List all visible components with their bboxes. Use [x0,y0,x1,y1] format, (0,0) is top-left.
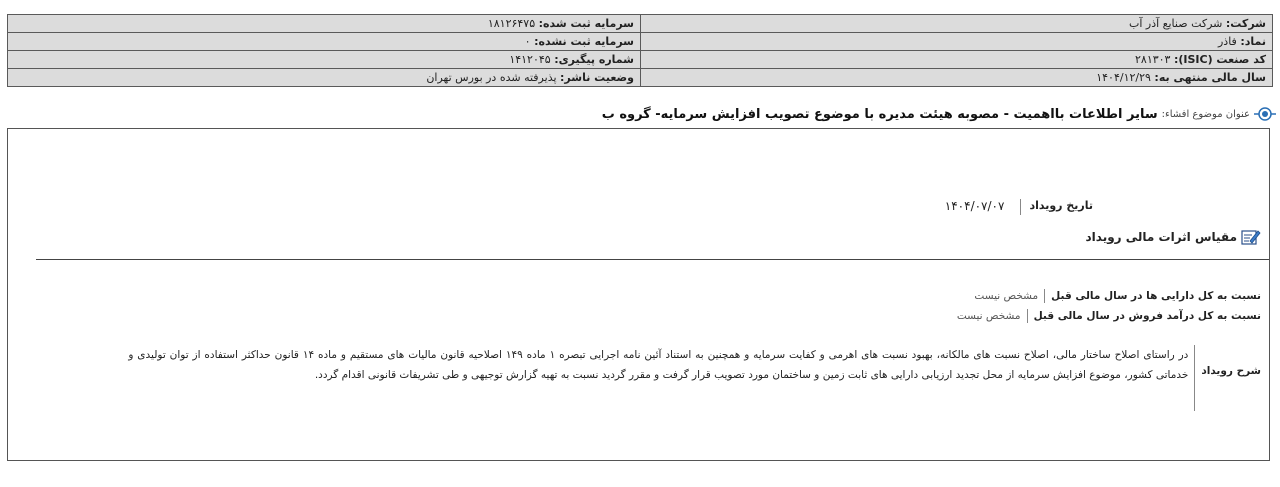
event-date-row [945,199,1093,215]
edit-note-icon [1241,228,1261,246]
info-row [8,51,1273,69]
assets-ratio-label: نسبت به کل دارایی ها در سال مالی قبل [1051,290,1261,302]
section-divider [36,259,1269,260]
company-label: شرکت: [1225,17,1266,30]
financial-impact-section-header [1086,228,1261,246]
publisher-status-label: وضعیت ناشر: [560,71,634,84]
event-description-row [111,345,1261,411]
info-row [8,15,1273,33]
publisher-status-value: پذیرفته شده در بورس تهران [426,71,557,84]
info-row [8,69,1273,87]
divider [1027,309,1028,323]
description-text: در راستای اصلاح ساختار مالی، اصلاح نسبت های مالکانه، بهبود نسبت های اهرمی و کفایت سرمایه و همچنین به استناد آئین نامه اجرایی تبصره ۱ ماده ۱۴۹ اصلاحیه قانون مالیات های مستقیم و ماده ۱۴ قانون حداکثر استفاده از توان تولیدی و خدماتی کشور، موضوع افزایش سرمایه از محل تجدید ارزیابی دارایی های ثابت زمین و ساختمان مورد تصویب قرار گرفت و مقرر گردید نسبت به تهیه گزارش توجیهی و طی تشریفات قانونی اقدام گردد. [128,349,1189,381]
event-date-value: ۱۴۰۴/۰۷/۰۷ [944,199,1005,213]
event-date-label: تاریخ رویداد [1029,199,1093,212]
revenue-ratio-value: مشخص نیست [956,310,1021,322]
fiscal-year-cell [641,69,1273,87]
symbol-value: فاذر [1217,35,1237,48]
revenue-ratio-label: نسبت به کل درآمد فروش در سال مالی قبل [1033,310,1261,322]
fiscal-year-value: ۱۴۰۴/۱۲/۲۹ [1096,71,1151,84]
registered-capital-value: ۱۸۱۲۶۴۷۵ [487,17,536,30]
unregistered-capital-label: سرمایه ثبت نشده: [534,35,634,48]
divider [1044,289,1045,303]
isic-cell [641,51,1273,69]
fiscal-year-label: سال مالی منتهی به: [1154,71,1266,84]
assets-ratio-row [974,289,1261,303]
disclosure-subject [376,103,1276,125]
event-details-panel [7,128,1270,461]
unregistered-capital-value: ۰ [524,35,531,48]
isic-label: کد صنعت (ISIC): [1173,53,1266,66]
publisher-status-cell [8,69,641,87]
bullet-circle-icon [1254,103,1276,125]
divider [1194,345,1195,411]
company-value: شرکت صنایع آذر آب [1128,17,1223,30]
section-title: مقیاس اثرات مالی رویداد [1085,230,1237,244]
description-label: شرح رویداد [1201,365,1261,377]
registered-capital-label: سرمایه ثبت شده: [538,17,634,30]
registered-capital-cell [8,15,641,33]
divider [1020,199,1021,215]
tracking-value: ۱۴۱۲۰۴۵ [509,53,551,66]
unregistered-capital-cell [8,33,641,51]
revenue-ratio-row [957,309,1261,323]
assets-ratio-value: مشخص نیست [974,290,1039,302]
info-row [8,33,1273,51]
subject-label: عنوان موضوع افشاء: [1161,108,1250,120]
tracking-label: شماره پیگیری: [554,53,634,66]
company-info-table [7,14,1273,87]
subject-title: سایر اطلاعات بااهمیت - مصوبه هیئت مدیره با موضوع تصویب افزایش سرمایه- گروه ب [601,106,1158,122]
company-cell [641,15,1273,33]
symbol-cell [641,33,1273,51]
tracking-cell [8,51,641,69]
isic-value: ۲۸۱۳۰۳ [1135,53,1171,66]
symbol-label: نماد: [1240,35,1266,48]
